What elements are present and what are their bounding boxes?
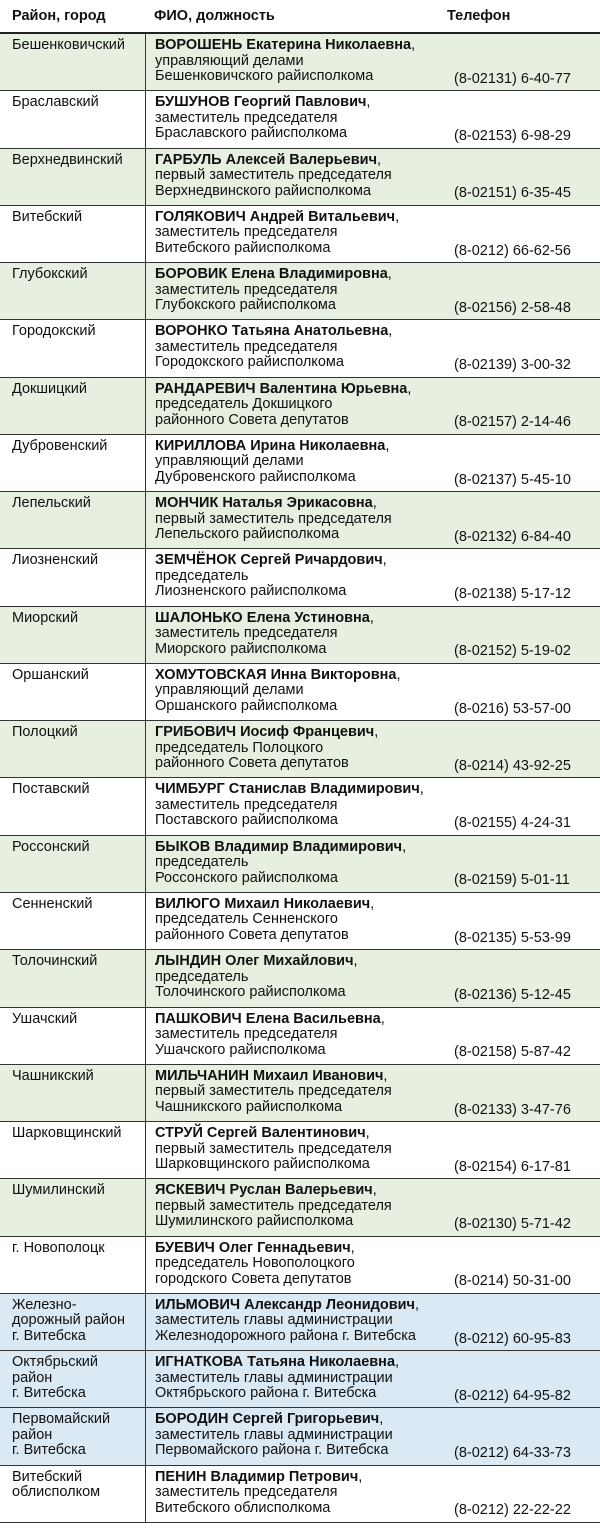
table-row — [0, 1008, 600, 1065]
person-cell: БОРОВИК Елена Владимировна, заместитель председателя Глубокского райисполкома — [145, 263, 447, 319]
table-row — [0, 549, 600, 606]
person-name: ШАЛОНЬКО Елена Устиновна — [155, 609, 370, 626]
person-position: управляющий делами Дубровенского райисполкома — [155, 453, 356, 485]
person-cell: ИЛЬМОВИЧ Александр Леонидович, заместитель главы администрации Железнодорожного района г. Витебска — [145, 1294, 447, 1350]
person-name: ВИЛЮГО Михаил Николаевич — [155, 895, 371, 912]
person-position: управляющий делами Бешенковичского райисполкома — [155, 52, 374, 84]
person-position: заместитель председателя Витебского райисполкома — [155, 224, 338, 256]
person-cell: ПАШКОВИЧ Елена Васильевна, заместитель председателя Ушачского райисполкома — [145, 1008, 447, 1064]
phone-cell: (8-0214) 50-31-00 — [454, 1273, 571, 1290]
district-cell: Докшицкий — [12, 380, 87, 397]
person-name: ИЛЬМОВИЧ Александр Леонидович — [155, 1296, 415, 1313]
table-row — [0, 1179, 600, 1236]
person-name: ЯСКЕВИЧ Руслан Валерьевич — [155, 1182, 373, 1199]
table-row — [0, 607, 600, 664]
phone-cell: (8-0212) 66-62-56 — [454, 242, 571, 259]
person-cell: ГРИБОВИЧ Иосиф Францевич, председатель Полоцкого районного Совета депутатов — [145, 721, 447, 777]
district-cell: Витебский — [12, 208, 83, 225]
district-cell: Лепельский — [12, 495, 91, 512]
person-position: заместитель председателя Поставского райисполкома — [155, 796, 338, 829]
district-cell: Миорский — [12, 609, 79, 626]
table-row — [0, 435, 600, 492]
person-cell: БЫКОВ Владимир Владимирович, председатель Россонского райисполкома — [145, 836, 447, 892]
district-cell: Октябрьский район г. Витебска — [12, 1354, 98, 1402]
phone-cell: (8-0214) 43-92-25 — [454, 757, 571, 774]
table-row — [0, 1466, 600, 1523]
person-name: ВОРОНКО Татьяна Анатольевна — [155, 323, 389, 340]
phone-cell: (8-0212) 64-95-82 — [454, 1387, 571, 1404]
table-row — [0, 950, 600, 1007]
phone-cell: (8-02132) 6-84-40 — [454, 528, 571, 545]
person-name: ПАШКОВИЧ Елена Васильевна — [155, 1010, 381, 1027]
person-cell: ЧИМБУРГ Станислав Владимирович, заместитель председателя Поставского райисполкома — [145, 778, 447, 834]
person-cell: МИЛЬЧАНИН Михаил Иванович, первый заместитель председателя Чашникского райисполкома — [145, 1065, 447, 1121]
person-cell: ШАЛОНЬКО Елена Устиновна, заместитель председателя Миорского райисполкома — [145, 607, 447, 663]
person-name: ЗЕМЧЁНОК Сергей Ричардович — [155, 552, 383, 569]
district-cell: Верхнедвинский — [12, 151, 123, 168]
district-cell: Россонский — [12, 838, 90, 855]
phone-cell: (8-02130) 5-71-42 — [454, 1216, 571, 1233]
person-cell: ВИЛЮГО Михаил Николаевич, председатель Сенненского районного Совета депутатов — [145, 893, 447, 949]
table-row — [0, 893, 600, 950]
person-position: заместитель председателя Ушачского райисполкома — [155, 1026, 338, 1058]
phone-cell: (8-0212) 64-33-73 — [454, 1445, 571, 1462]
person-position: первый заместитель председателя Шумилинского райисполкома — [155, 1197, 392, 1230]
phone-cell: (8-02159) 5-01-11 — [454, 872, 570, 889]
person-cell: ЯСКЕВИЧ Руслан Валерьевич, первый заместитель председателя Шумилинского райисполкома — [145, 1179, 447, 1235]
district-cell: Железно- дорожный район г. Витебска — [12, 1296, 126, 1344]
person-name: КИРИЛЛОВА Ирина Николаевна — [155, 437, 386, 454]
person-name: ГОЛЯКОВИЧ Андрей Витальевич — [155, 208, 396, 225]
person-cell: КИРИЛЛОВА Ирина Николаевна, управляющий делами Дубровенского райисполкома — [145, 435, 447, 491]
table-row — [0, 149, 600, 206]
phone-cell: (8-02153) 6-98-29 — [454, 128, 571, 145]
district-cell: Лиозненский — [12, 552, 99, 569]
person-cell: МОНЧИК Наталья Эрикасовна, первый заместитель председателя Лепельского райисполкома — [145, 492, 447, 548]
table-row — [0, 1122, 600, 1179]
district-cell: Полоцкий — [12, 724, 78, 741]
table-row — [0, 721, 600, 778]
district-cell: Поставский — [12, 781, 90, 798]
table-row — [0, 1237, 600, 1294]
phone-cell: (8-02151) 6-35-45 — [454, 185, 571, 202]
phone-cell: (8-02158) 5-87-42 — [454, 1044, 571, 1061]
table-row — [0, 263, 600, 320]
person-cell: ЛЫНДИН Олег Михайлович, председатель Толочинского райисполкома — [145, 950, 447, 1006]
district-cell: Дубровенский — [12, 437, 108, 454]
person-position: председатель Полоцкого районного Совета депутатов — [155, 739, 349, 772]
phone-cell: (8-0216) 53-57-00 — [454, 700, 571, 717]
person-name: ХОМУТОВСКАЯ Инна Викторовна — [155, 666, 397, 683]
district-cell: Сенненский — [12, 895, 93, 912]
person-position: председатель Толочинского райисполкома — [155, 968, 346, 1001]
phone-cell: (8-0212) 22-22-22 — [454, 1502, 571, 1519]
person-position: заместитель главы администрации Железнодорожного района г. Витебска — [155, 1312, 416, 1344]
phone-cell: (8-02133) 3-47-76 — [454, 1101, 571, 1118]
district-cell: Первомайский район г. Витебска — [12, 1411, 111, 1459]
person-cell: ГОЛЯКОВИЧ Андрей Витальевич, заместитель председателя Витебского райисполкома — [145, 206, 447, 262]
person-name: ГАРБУЛЬ Алексей Валерьевич — [155, 151, 377, 168]
person-name: РАНДАРЕВИЧ Валентина Юрьевна — [155, 380, 408, 397]
person-position: заместитель председателя Витебского облисполкома — [155, 1484, 338, 1516]
person-position: председатель Россонского райисполкома — [155, 854, 338, 886]
district-cell: Глубокский — [12, 266, 88, 283]
phone-cell: (8-02156) 2-58-48 — [454, 299, 571, 316]
district-cell: Чашникский — [12, 1067, 94, 1084]
table-header — [0, 0, 600, 34]
phone-cell: (8-02136) 5-12-45 — [454, 987, 571, 1004]
table-row — [0, 1408, 600, 1465]
person-position: первый заместитель председателя Шарковщинского райисполкома — [155, 1140, 392, 1173]
table-row — [0, 320, 600, 377]
district-cell: Браславский — [12, 94, 99, 111]
person-position: первый заместитель председателя Чашникского райисполкома — [155, 1083, 392, 1115]
person-name: БУЕВИЧ Олег Геннадьевич — [155, 1239, 351, 1256]
table-row — [0, 91, 600, 148]
header-phone: Телефон — [447, 8, 511, 24]
district-cell: Шарковщинский — [12, 1125, 122, 1142]
phone-cell: (8-02135) 5-53-99 — [454, 929, 571, 946]
table-row — [0, 664, 600, 721]
table-row — [0, 492, 600, 549]
person-name: БОРОДИН Сергей Григорьевич — [155, 1411, 380, 1428]
person-position: заместитель главы администрации Октябрьского района г. Витебска — [155, 1369, 393, 1402]
person-cell: СТРУЙ Сергей Валентинович, первый заместитель председателя Шарковщинского райисполкома — [145, 1122, 447, 1178]
person-position: заместитель председателя Городокского райисполкома — [155, 338, 344, 371]
person-name: СТРУЙ Сергей Валентинович — [155, 1125, 366, 1142]
person-position: заместитель председателя Миорского райисполкома — [155, 625, 338, 657]
table-row — [0, 1065, 600, 1122]
phone-cell: (8-02155) 4-24-31 — [454, 815, 571, 832]
table-row — [0, 778, 600, 835]
person-cell: ГАРБУЛЬ Алексей Валерьевич, первый заместитель председателя Верхнедвинского райисполкома — [145, 149, 447, 205]
person-position: первый заместитель председателя Верхнедвинского райисполкома — [155, 167, 392, 199]
phone-cell: (8-02138) 5-17-12 — [454, 586, 571, 603]
person-name: МИЛЬЧАНИН Михаил Иванович — [155, 1067, 384, 1084]
table-row — [0, 836, 600, 893]
person-name: БЫКОВ Владимир Владимирович — [155, 838, 403, 855]
person-cell: ПЕНИН Владимир Петрович, заместитель председателя Витебского облисполкома — [145, 1466, 447, 1522]
district-cell: г. Новополоцк — [12, 1239, 105, 1256]
phone-cell: (8-02152) 5-19-02 — [454, 643, 571, 660]
person-cell: ИГНАТКОВА Татьяна Николаевна, заместитель главы администрации Октябрьского района г. Витебска — [145, 1351, 447, 1407]
person-position: председатель Докшицкого районного Совета депутатов — [155, 396, 349, 428]
header-district: Район, город — [12, 8, 106, 24]
person-position: заместитель председателя Браславского райисполкома — [155, 109, 348, 142]
district-cell: Бешенковичский — [12, 37, 126, 53]
person-position: заместитель председателя Глубокского райисполкома — [155, 281, 338, 314]
person-cell: ВОРОШЕНЬ Екатерина Николаевна, управляющий делами Бешенковичского райисполкома — [145, 34, 447, 90]
person-position: председатель Лиозненского райисполкома — [155, 567, 347, 600]
phone-cell: (8-02139) 3-00-32 — [454, 357, 571, 374]
person-name: ГРИБОВИЧ Иосиф Францевич — [155, 724, 375, 741]
phone-cell: (8-02157) 2-14-46 — [454, 414, 571, 431]
district-cell: Витебский облисполком — [12, 1468, 101, 1501]
person-cell: БОРОДИН Сергей Григорьевич, заместитель главы администрации Первомайского района г. Витебска — [145, 1408, 447, 1464]
person-position: председатель Новополоцкого городского Совета депутатов — [155, 1255, 355, 1287]
phone-cell: (8-0212) 60-95-83 — [454, 1330, 571, 1347]
phone-cell: (8-02137) 5-45-10 — [454, 471, 571, 488]
person-position: первый заместитель председателя Лепельского райисполкома — [155, 510, 392, 543]
district-cell: Городокский — [12, 323, 96, 340]
district-cell: Ушачский — [12, 1010, 78, 1027]
person-name: ЛЫНДИН Олег Михайлович — [155, 953, 354, 970]
person-position: заместитель главы администрации Первомайского района г. Витебска — [155, 1426, 393, 1459]
person-cell: БУШУНОВ Георгий Павлович, заместитель председателя Браславского райисполкома — [145, 91, 447, 147]
table-body — [0, 34, 600, 1523]
person-name: БОРОВИК Елена Владимировна — [155, 266, 388, 283]
person-name: ИГНАТКОВА Татьяна Николаевна — [155, 1354, 396, 1371]
person-cell: ВОРОНКО Татьяна Анатольевна, заместитель председателя Городокского райисполкома — [145, 320, 447, 376]
table-row — [0, 206, 600, 263]
person-cell: РАНДАРЕВИЧ Валентина Юрьевна, председатель Докшицкого районного Совета депутатов — [145, 378, 447, 434]
phone-cell: (8-02154) 6-17-81 — [454, 1158, 571, 1175]
person-name: ВОРОШЕНЬ Екатерина Николаевна — [155, 37, 412, 53]
person-cell: ХОМУТОВСКАЯ Инна Викторовна, управляющий делами Оршанского райисполкома — [145, 664, 447, 720]
person-position: председатель Сенненского районного Совета депутатов — [155, 911, 349, 943]
person-name: ЧИМБУРГ Станислав Владимирович — [155, 781, 420, 798]
table-row — [0, 1294, 600, 1351]
person-cell: БУЕВИЧ Олег Геннадьевич, председатель Новополоцкого городского Совета депутатов — [145, 1237, 447, 1293]
person-cell: ЗЕМЧЁНОК Сергей Ричардович, председатель Лиозненского райисполкома — [145, 549, 447, 605]
table-row — [0, 1351, 600, 1408]
person-name: МОНЧИК Наталья Эрикасовна — [155, 495, 373, 512]
person-position: управляющий делами Оршанского райисполкома — [155, 682, 338, 714]
person-name: ПЕНИН Владимир Петрович — [155, 1468, 359, 1485]
district-cell: Оршанский — [12, 666, 89, 683]
table-row — [0, 378, 600, 435]
person-name: БУШУНОВ Георгий Павлович — [155, 94, 367, 111]
district-cell: Толочинский — [12, 953, 98, 970]
header-name-position: ФИО, должность — [154, 8, 275, 24]
district-cell: Шумилинский — [12, 1182, 105, 1199]
phone-cell: (8-02131) 6-40-77 — [454, 70, 571, 87]
table-row — [0, 34, 600, 91]
